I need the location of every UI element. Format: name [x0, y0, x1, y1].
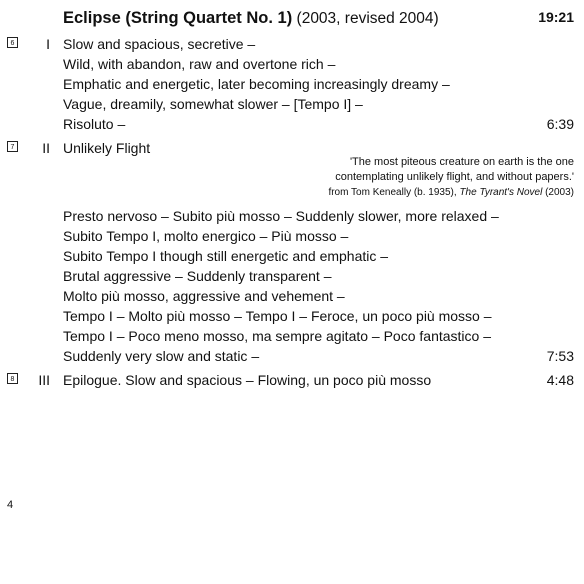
- work-title-line: [63, 8, 439, 29]
- tempo-line: Molto più mosso, aggressive and vehement –: [63, 288, 345, 304]
- track-duration: 6:39: [546, 116, 574, 132]
- tempo-line: Subito Tempo I, molto energico – Più mosso –: [63, 228, 349, 244]
- tempo-line: Risoluto –: [63, 116, 126, 132]
- movement-numeral: III: [38, 372, 50, 388]
- total-duration: 19:21: [538, 9, 574, 25]
- epigraph-source: from Tom Keneally (b. 1935), The Tyrant's Novel (2003): [328, 187, 574, 198]
- epigraph-line: contemplating unlikely flight, and without papers.': [335, 171, 574, 183]
- movement-numeral: II: [42, 140, 50, 156]
- tempo-line: Wild, with abandon, raw and overtone rich –: [63, 56, 336, 72]
- track-number-box: 7: [7, 141, 18, 152]
- movement-title: Unlikely Flight: [63, 140, 151, 156]
- tempo-line: Brutal aggressive – Suddenly transparent –: [63, 268, 332, 284]
- tempo-line: Presto nervoso – Subito più mosso – Suddenly slower, more relaxed –: [63, 208, 499, 224]
- epigraph-line: 'The most piteous creature on earth is the one: [349, 156, 574, 168]
- track-duration: 4:48: [546, 372, 574, 388]
- movement-title: Epilogue. Slow and spacious – Flowing, un poco più mosso: [63, 372, 432, 388]
- tempo-line: Subito Tempo I though still energetic and emphatic –: [63, 248, 389, 264]
- tempo-line: Tempo I – Poco meno mosso, ma sempre agitato – Poco fantastico –: [63, 328, 491, 344]
- track-duration: 7:53: [546, 348, 574, 364]
- tempo-line: Suddenly very slow and static –: [63, 348, 260, 364]
- movement-numeral: I: [46, 36, 50, 52]
- track-number-box: 8: [7, 373, 18, 384]
- tempo-line: Tempo I – Molto più mosso – Tempo I – Feroce, un poco più mosso –: [63, 308, 492, 324]
- work-subtitle: (2003, revised 2004): [296, 10, 439, 27]
- tempo-line: Emphatic and energetic, later becoming increasingly dreamy –: [63, 76, 450, 92]
- epigraph: [328, 155, 574, 200]
- tempo-line: Slow and spacious, secretive –: [63, 36, 256, 52]
- work-title: Eclipse (String Quartet No. 1): [63, 9, 293, 27]
- book-title: The Tyrant's Novel: [459, 187, 543, 198]
- tempo-line: Vague, dreamily, somewhat slower – [Tempo I] –: [63, 96, 363, 112]
- page-number: 4: [7, 499, 14, 511]
- track-number-box: 6: [7, 37, 18, 48]
